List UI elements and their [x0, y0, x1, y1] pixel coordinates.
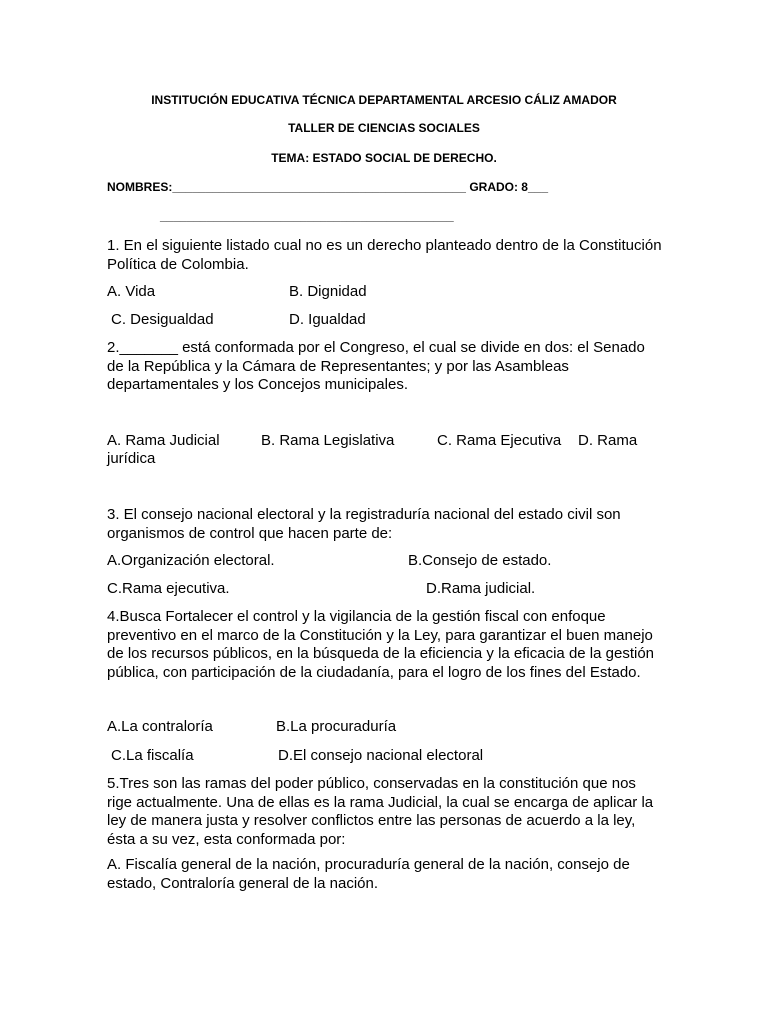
question-4-text: 4.Busca Fortalecer el control y la vigilancia de la gestión fiscal con enfoque preventivo en el marco de la Constitución y la Ley, para garantizar el buen manejo de los recursos públicos, en la búsqueda de la eficiencia y la eficacia de la gestión pública, con participación de la ciudadanía, para el logro de los fines del Estado.	[107, 608, 655, 681]
topic-title: TEMA: ESTADO SOCIAL DE DERECHO.	[271, 151, 497, 165]
q1-option-b[interactable]: B. Dignidad	[289, 283, 367, 300]
institution-title: INSTITUCIÓN EDUCATIVA TÉCNICA DEPARTAMENTAL ARCESIO CÁLIZ AMADOR	[151, 93, 617, 107]
names-continuation-field[interactable]: ____________________________________________	[160, 209, 454, 223]
q4-option-d[interactable]: D.El consejo nacional electoral	[278, 747, 484, 764]
q3-option-c[interactable]: C.Rama ejecutiva.	[107, 580, 230, 597]
q4-option-a[interactable]: A.La contraloría	[107, 718, 213, 735]
q2-option-a[interactable]: A. Rama Judicial	[107, 432, 220, 449]
question-3-text: 3. El consejo nacional electoral y la registraduría nacional del estado civil son organismos de control que hacen parte de:	[107, 506, 621, 542]
q5-option-a[interactable]: A. Fiscalía general de la nación, procuraduría general de la nación, consejo de estado, Contraloría general de la nación.	[107, 856, 630, 892]
question-1-text: 1. En el siguiente listado cual no es un derecho planteado dentro de la Constitución Política de Colombia.	[107, 237, 662, 273]
names-grade-field[interactable]: NOMBRES:____________________________________________ GRADO: 8___	[107, 180, 549, 194]
q2-option-d[interactable]: D. Rama	[578, 432, 638, 449]
q2-option-d-continued[interactable]: jurídica	[107, 450, 156, 467]
q1-option-c[interactable]: C. Desigualdad	[111, 311, 214, 328]
q3-option-a[interactable]: A.Organización electoral.	[107, 552, 275, 569]
q1-option-d[interactable]: D. Igualdad	[289, 311, 366, 328]
q4-option-c[interactable]: C.La fiscalía	[111, 747, 194, 764]
q2-option-b[interactable]: B. Rama Legislativa	[261, 432, 395, 449]
q4-option-b[interactable]: B.La procuraduría	[276, 718, 397, 735]
q1-option-a[interactable]: A. Vida	[107, 283, 156, 300]
question-5-text: 5.Tres son las ramas del poder público, conservadas en la constitución que nos rige actualmente. Una de ellas es la rama Judicial, la cual se encarga de aplicar la ley de manera justa y resolver conflictos entre las personas de acuerdo a la ley, ésta a su vez, esta conformada por:	[107, 775, 654, 848]
q3-option-d[interactable]: D.Rama judicial.	[426, 580, 536, 597]
q2-option-c[interactable]: C. Rama Ejecutiva	[437, 432, 562, 449]
q3-option-b[interactable]: B.Consejo de estado.	[408, 552, 552, 569]
workshop-title: TALLER DE CIENCIAS SOCIALES	[288, 121, 480, 135]
question-2-text: 2._______ está conformada por el Congreso, el cual se divide en dos: el Senado de la República y la Cámara de Representantes; y por las Asambleas departamentales y los Concejos municipales.	[107, 339, 645, 393]
